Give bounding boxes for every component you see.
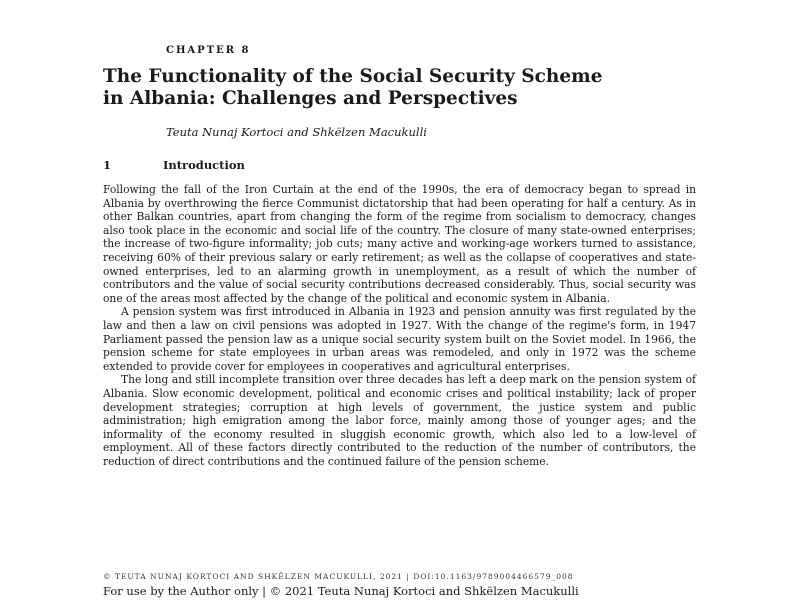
copyright-doi-line: © TEUTA NUNAJ KORTOCI AND SHKËLZEN MACUKULLI, 2021 | DOI:10.1163/9789004466579_008: [103, 572, 574, 581]
author-use-notice: For use by the Author only | © 2021 Teuta Nunaj Kortoci and Shkëlzen Macukulli: [103, 584, 579, 598]
paragraph: A pension system was first introduced in Albania in 1923 and pension annuity was first regulated by the law and then a law on civil pensions was adopted in 1927. With the change of the regime's form, in 1947 Parliament passed the pension law as a unique social security system built on the Soviet model. In 1966, the pension scheme for state employees in urban areas was remodeled, and only in 1972 was the scheme extended to provide cover for employees in cooperatives and agricultural enterprises.: [103, 305, 696, 373]
section-title: Introduction: [163, 158, 245, 172]
chapter-title: [103, 66, 703, 110]
section-number: 1: [103, 158, 112, 172]
paragraph: The long and still incomplete transition over three decades has left a deep mark on the pension system of Albania. Slow economic development, political and economic crises and political instability; lack of proper development strategies; corruption at high levels of government, the justice system and public administration; high emigration among the labor force, mainly among those of younger ages; and the informality of the economy resulted in sluggish economic growth, which also led to a low-level of employment. All of these factors directly contributed to the reduction of the number of contributors, the reduction of direct contributions and the continued failure of the pension scheme.: [103, 373, 696, 468]
chapter-label: CHAPTER 8: [166, 45, 251, 56]
chapter-title-line-2: in Albania: Challenges and Perspectives: [103, 88, 518, 109]
section-heading: [103, 158, 245, 172]
chapter-authors: Teuta Nunaj Kortoci and Shkëlzen Macukulli: [166, 125, 427, 139]
chapter-title-line-1: The Functionality of the Social Security Scheme: [103, 66, 603, 87]
paragraph: Following the fall of the Iron Curtain at the end of the 1990s, the era of democracy began to spread in Albania by overthrowing the fierce Communist dictatorship that had been operating for half a century. As in other Balkan countries, apart from changing the form of the regime from socialism to democracy, changes also took place in the economic and social life of the country. The closure of many state-owned enterprises; the increase of two-figure informality; job cuts; many active and working-age workers turned to assistance, receiving 60% of their previous salary or early retirement; as well as the collapse of cooperatives and state-owned enterprises, led to an alarming growth in unemployment, as a result of which the number of contributors and the value of social security contributions decreased considerably. Thus, social security was one of the areas most affected by the change of the political and economic system in Albania.: [103, 183, 696, 305]
body-text: [103, 183, 696, 468]
